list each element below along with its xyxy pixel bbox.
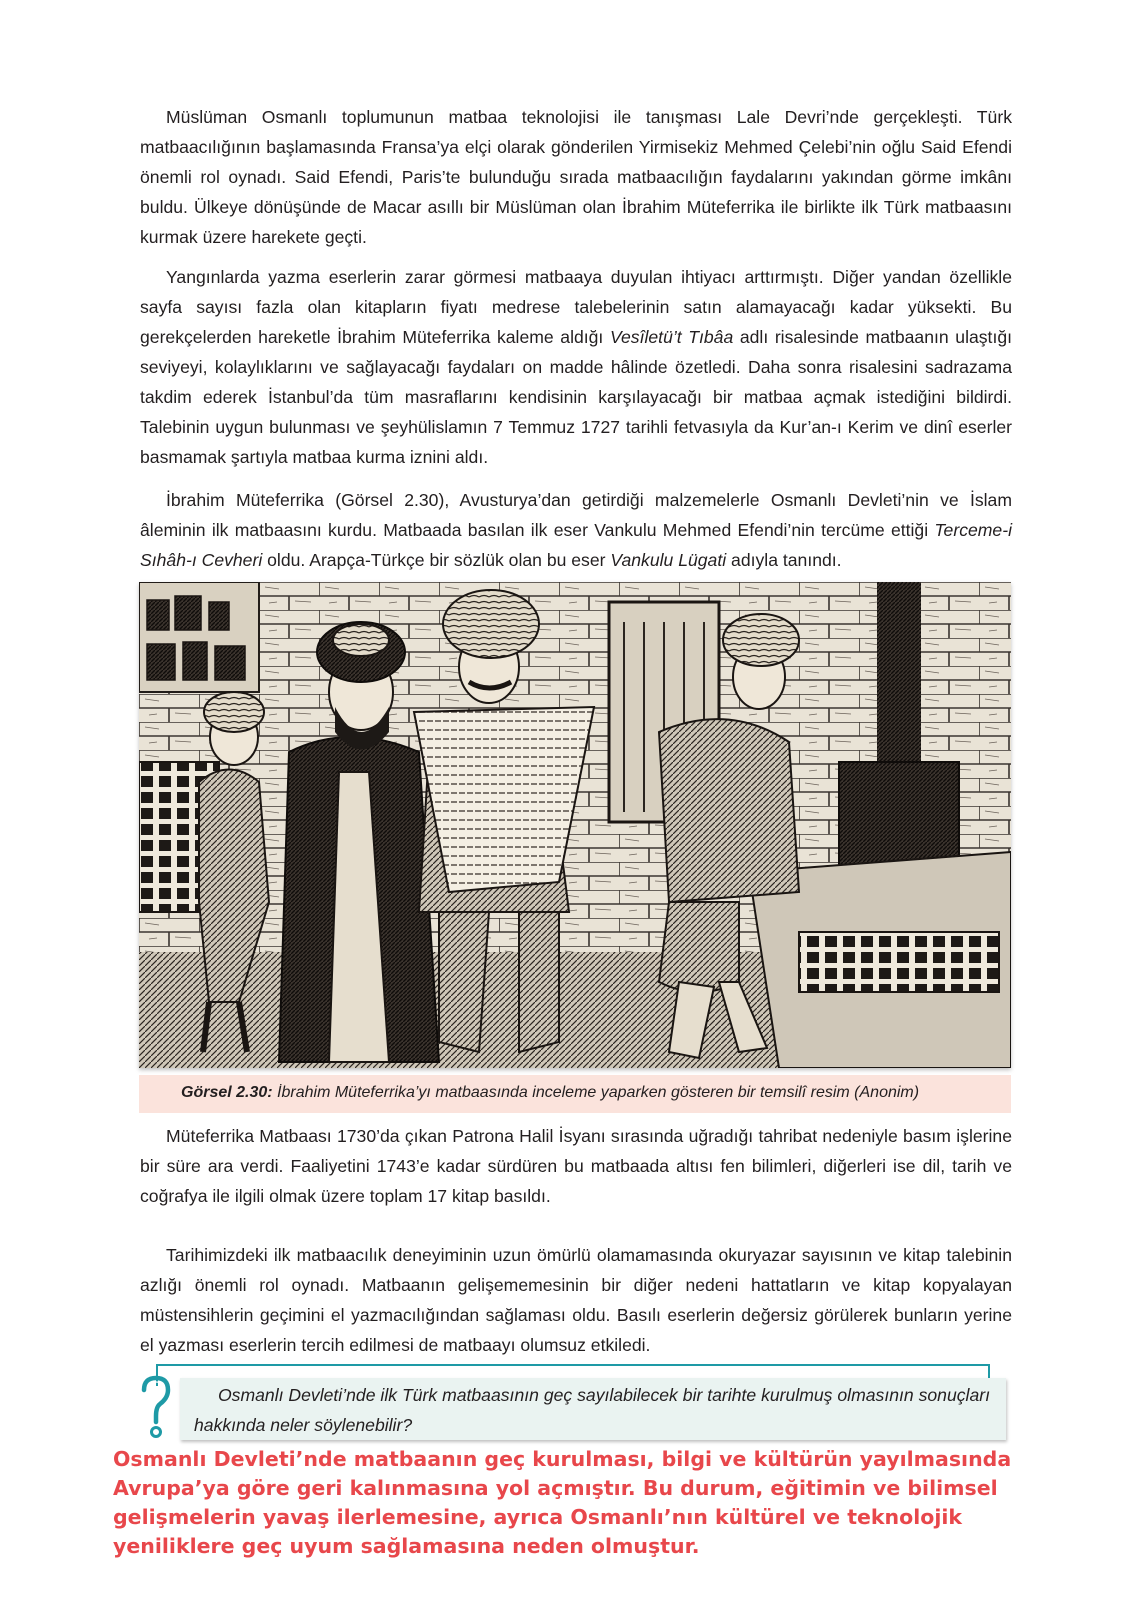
paragraph-okuryazar: Tarihimizdeki ilk matbaacılık deneyiminin uzun ömürlü olamamasında okuryazar sayısının ve kitap talebinin azlığı önemli rol oynadı. Matbaanın gelişememesinin bir diğer nedeni hattatların ve kitap kopyalayan müstensihlerin geçimini el yazmacılığından sağlaması oldu. Basılı eserlerin değersiz görülerek bunların yerine el yazması eserlerin tercih edilmesi de matbaayı olumsuz etkiledi. xyxy=(140,1245,1012,1355)
p3-text-b: oldu. Arapça-Türkçe bir sözlük olan bu eser xyxy=(262,550,611,570)
p3-text-a: İbrahim Müteferrika (Görsel 2.30), Avusturya’dan getirdiği malzemelerle Osmanlı Devleti’nin ve İslam âleminin ilk matbaasını kurdu. Matbaada basılan ilk eser Vankulu Mehmed Efendi’nin tercüme ettiği xyxy=(140,490,1012,540)
caption-text: İbrahim Müteferrika’yı matbaasında inceleme yaparken gösteren bir temsilî resim (Anonim) xyxy=(272,1084,920,1101)
engraving-illustration xyxy=(139,582,1011,1068)
p2-italic-title: Vesîletü’t Tıbâa xyxy=(609,327,734,347)
p3-text-c: adıyla tanındı. xyxy=(726,550,842,570)
question-box xyxy=(180,1378,1006,1440)
answer-text: Osmanlı Devleti’nde matbaanın geç kurulması, bilgi ve kültürün yayılmasında Avrupa’ya göre geri kalınmasına yol açmıştır. Bu durum, eğitimin ve bilimsel gelişmelerin yavaş ilerlemesine, ayrıca Osmanlı’nın kültürel ve teknolojik yeniliklere geç uyum sağlamasına neden olmuştur. xyxy=(113,1447,1012,1558)
paragraph-ilk-matbaa xyxy=(140,485,1012,575)
question-text: Osmanlı Devleti’nde ilk Türk matbaasının geç sayılabilecek bir tarihte kurulmuş olmasının sonuçları hakkında neler söylenebilir? xyxy=(194,1385,990,1435)
figure-caption-box xyxy=(139,1075,1011,1113)
paragraph-matbaa-ihtiyaci xyxy=(140,262,1012,472)
question-mark-icon xyxy=(138,1374,174,1446)
paragraph-lale-devri: Müslüman Osmanlı toplumunun matbaa teknolojisi ile tanışması Lale Devri’nde gerçekleşti. Türk matbaacılığının başlamasında Fransa’ya elçi olarak gönderilen Yirmisekiz Mehmed Çelebi’nin oğlu Said Efendi önemli rol oynadı. Said Efendi, Paris’te bulunduğu sırada matbaacılığın faydalarını yakından görme imkânı buldu. Ülkeye dönüşünde de Macar asıllı bir Müslüman olan İbrahim Müteferrika ile birlikte ilk Türk matbaasını kurmak üzere harekete geçti. xyxy=(140,107,1012,247)
p3-italic-title-1: Terceme-i Sıhâh-ı Cevheri xyxy=(140,520,1012,570)
figure-caption xyxy=(181,1084,919,1102)
p3-italic-title-2: Vankulu Lügati xyxy=(610,550,727,570)
paragraph-patrona-halil: Müteferrika Matbaası 1730’da çıkan Patrona Halil İsyanı sırasında uğradığı tahribat nedeniyle basım işlerine bir süre ara verdi. Faaliyetini 1743’e kadar sürdüren bu matbaada altısı fen bilimleri, diğerleri ise dil, tarih ve coğrafya ile ilgili olmak üzere toplam 17 kitap basıldı. xyxy=(140,1126,1012,1206)
p2-text-a: Yangınlarda yazma eserlerin zarar görmesi matbaaya duyulan ihtiyacı arttırmıştı. Diğer yandan özellikle sayfa sayısı fazla olan kitapların fiyatı medrese talebelerinin satın alamayacağı kadar yüksekti. Bu gerekçelerden hareketle İbrahim Müteferrika kaleme aldığı xyxy=(140,267,1012,347)
p2-text-b: adlı risalesinde matbaanın ulaştığı seviyeyi, kolaylıklarını ve sağlayacağı faydaları on madde hâlinde özetledi. Daha sonra risalesini sadrazama takdim ederek İstanbul’da tüm masraflarını kendisinin karşılayacağı bir matbaa açmak istediğini bildirdi. Talebinin uygun bulunması ve şeyhülislamın 7 Temmuz 1727 tarihli fetvasıyla da Kur’an-ı Kerim ve dinî eserler basmamak şartıyla matbaa kurma iznini aldı. xyxy=(140,327,1013,467)
caption-label: Görsel 2.30: xyxy=(181,1084,273,1101)
